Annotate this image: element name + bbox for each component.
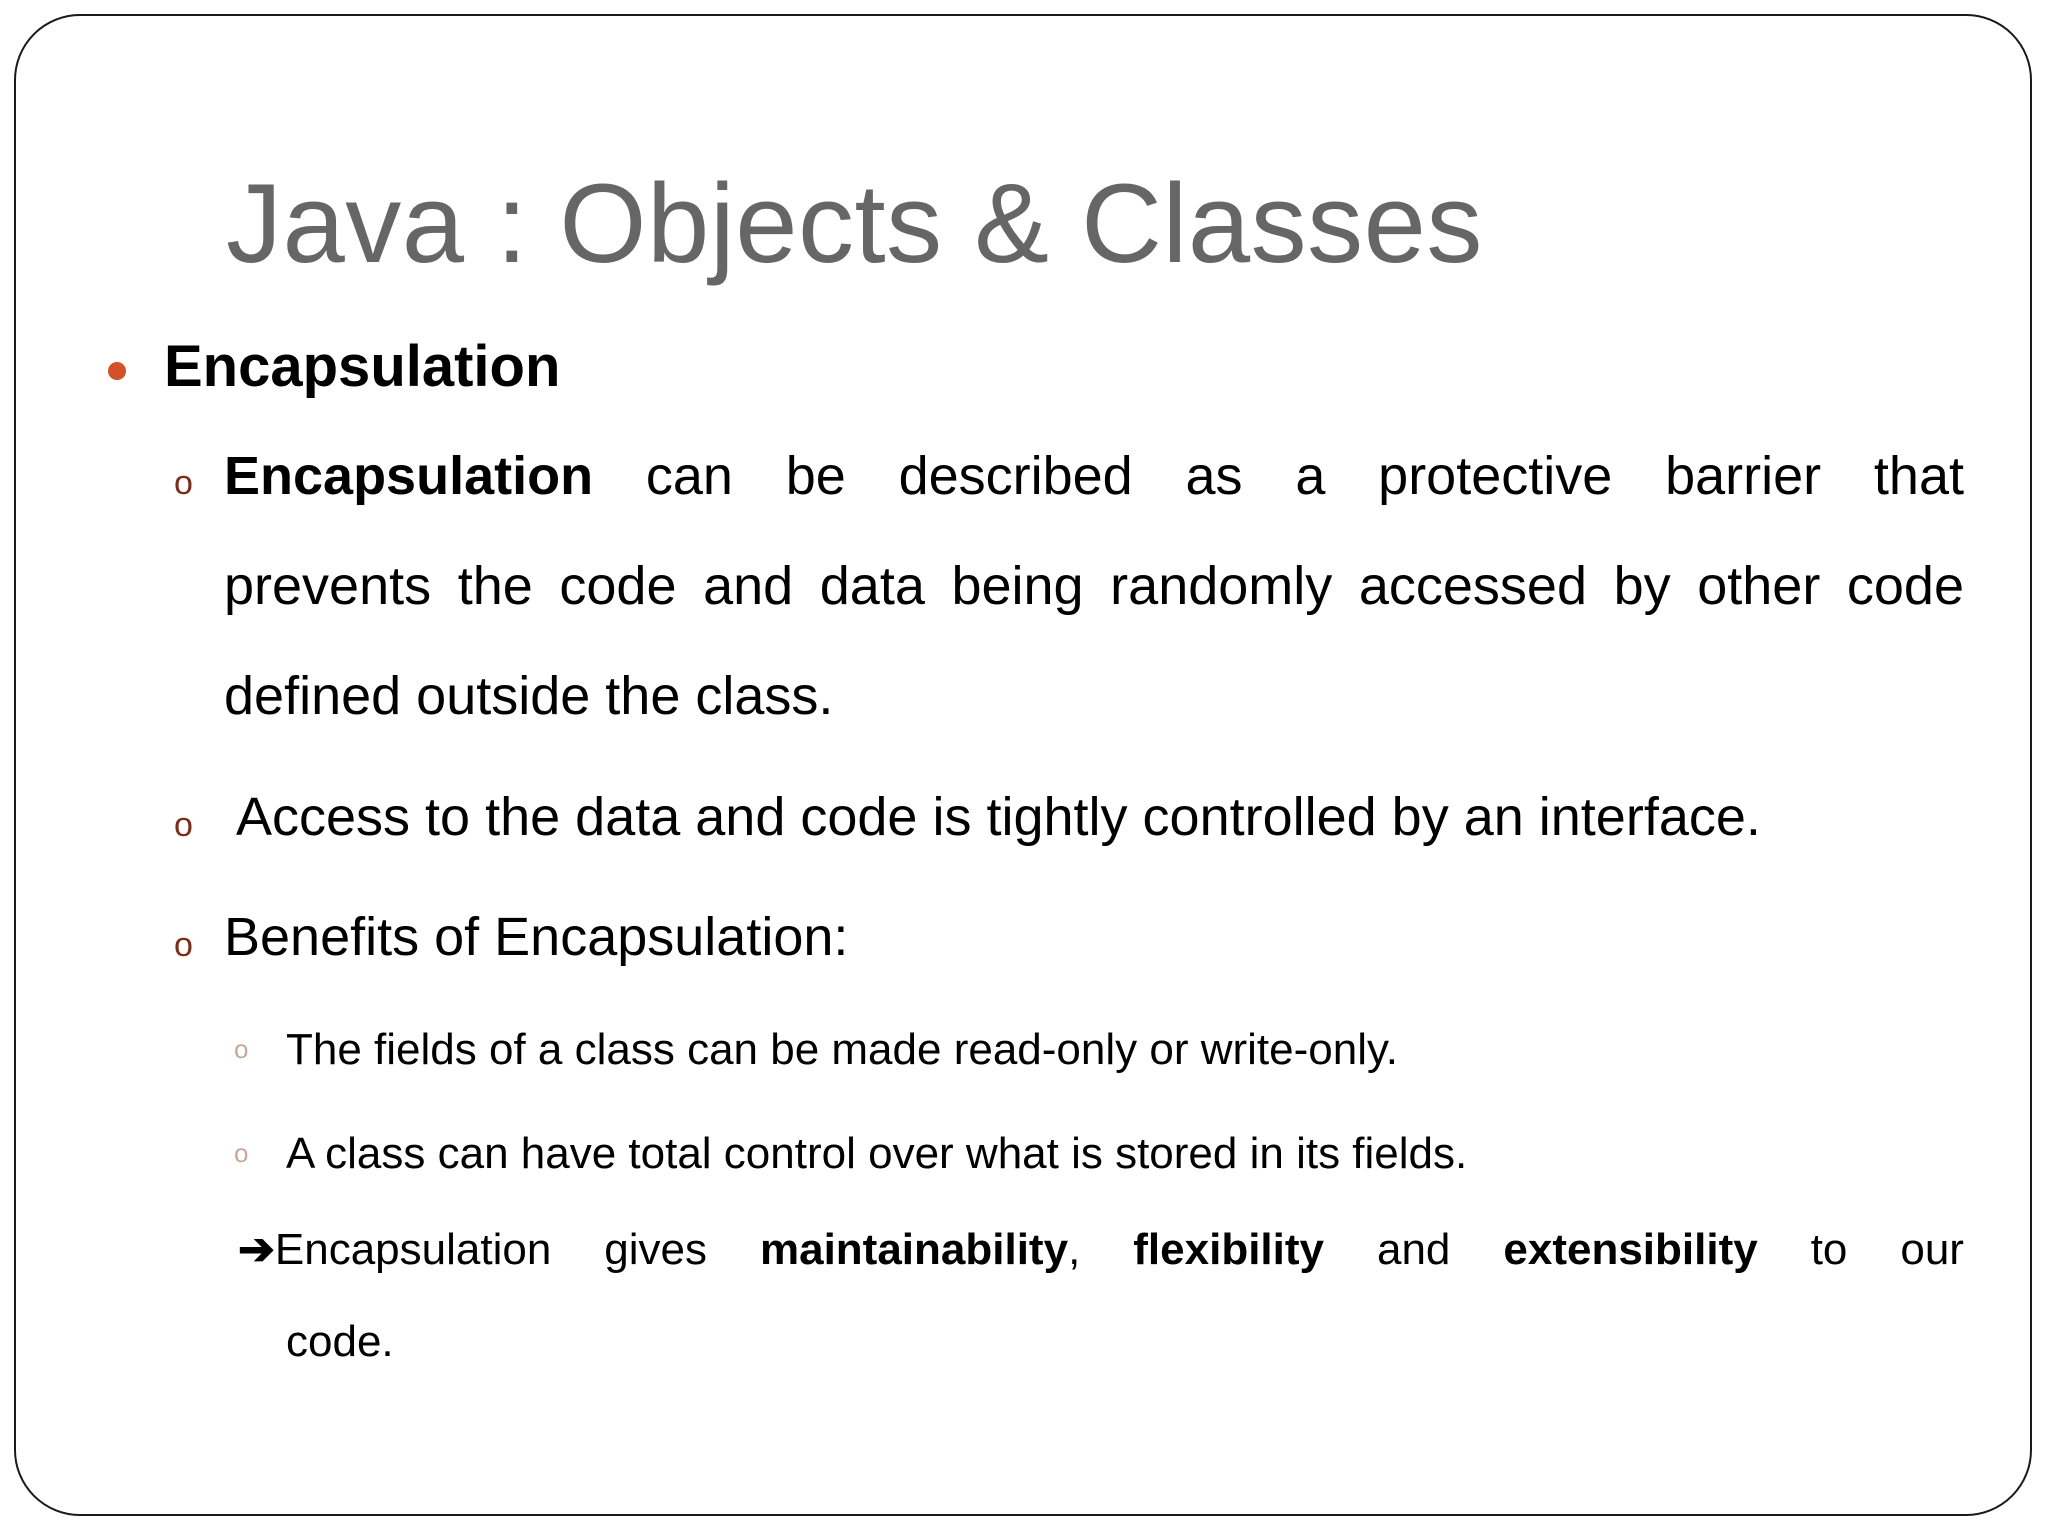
ring-bullet-icon: o <box>174 464 193 502</box>
benefit-item: The fields of a class can be made read-only or write-only. <box>286 1025 1398 1074</box>
access-statement: Access to the data and code is tightly controlled by an interface. <box>236 787 1761 847</box>
bullet-heading: Encapsulation <box>164 334 561 399</box>
definition-line-1-text: can be described as a protective barrier that <box>645 446 1964 506</box>
conclusion-comma: , <box>1068 1225 1081 1274</box>
conclusion-lead: Encapsulation gives <box>274 1225 707 1274</box>
definition-line-1 <box>224 421 1964 531</box>
conclusion-tail: to our <box>1810 1225 1964 1274</box>
conclusion <box>238 1225 1964 1366</box>
slide-title: Java : Objects & Classes <box>226 161 1483 286</box>
benefit-item: A class can have total control over what is stored in its fields. <box>286 1129 1468 1178</box>
conclusion-line-1 <box>238 1225 1964 1274</box>
ring-bullet-icon: o <box>174 926 193 964</box>
definition-line-2: prevents the code and data being randomly accessed by other code <box>224 556 1964 616</box>
bullet-dot-icon <box>108 362 126 380</box>
arrow-right-icon: ➔ <box>238 1225 275 1274</box>
encapsulation-definition <box>224 421 1964 751</box>
ring-bullet-icon: o <box>174 806 193 844</box>
definition-line-3: defined outside the class. <box>224 666 834 726</box>
sub-ring-bullet-icon: o <box>234 1034 249 1064</box>
conclusion-and: and <box>1376 1225 1451 1274</box>
benefits-heading: Benefits of Encapsulation: <box>224 907 849 967</box>
definition-term: Encapsulation <box>224 446 594 506</box>
conclusion-maintainability: maintainability <box>759 1225 1069 1274</box>
conclusion-extensibility: extensibility <box>1503 1225 1758 1274</box>
sub-ring-bullet-icon: o <box>234 1138 249 1168</box>
conclusion-flexibility: flexibility <box>1133 1225 1324 1274</box>
conclusion-line-2: code. <box>286 1317 394 1366</box>
